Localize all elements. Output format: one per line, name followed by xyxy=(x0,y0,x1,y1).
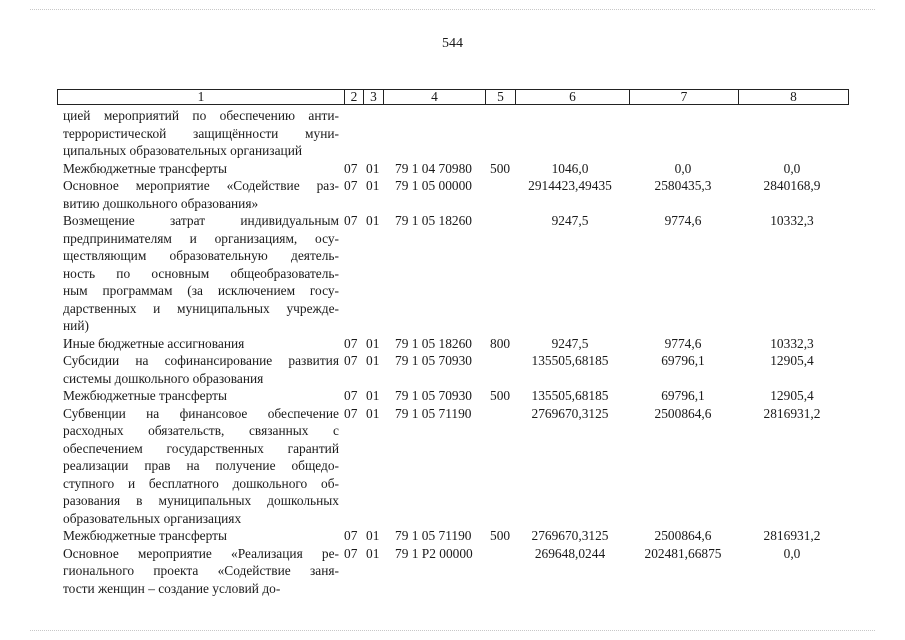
row-description xyxy=(63,177,339,212)
row-description xyxy=(63,335,339,353)
table-row xyxy=(0,177,905,212)
section-code: 07 xyxy=(344,213,358,228)
description-line: Субсидии на софинансирование развития xyxy=(63,353,339,368)
table-row xyxy=(0,107,905,160)
amount-col-7: 2500864,6 xyxy=(654,528,712,543)
table-row xyxy=(0,352,905,387)
amount-col-7: 2500864,6 xyxy=(654,405,712,421)
row-description xyxy=(63,212,339,335)
description-line: дарственных и муниципальных учрежде- xyxy=(63,300,339,316)
amount-col-7: 2580435,3 xyxy=(654,178,712,193)
section-code: 07 xyxy=(344,353,358,368)
description-line: обеспечением государственных гарантий xyxy=(63,440,339,456)
row-description xyxy=(63,545,339,598)
header-col-6: 6 xyxy=(569,89,576,104)
section-code: 07 xyxy=(344,335,358,351)
amount-col-7: 9774,6 xyxy=(664,213,702,228)
description-line: Иные бюджетные ассигнования xyxy=(63,335,245,351)
description-line: системы дошкольного образования xyxy=(63,370,264,386)
amount-col-7: 69796,1 xyxy=(661,353,705,368)
amount-col-8: 12905,4 xyxy=(770,388,814,403)
table-row xyxy=(0,527,905,545)
row-description xyxy=(63,352,339,387)
description-line: Межбюджетные трансферты xyxy=(63,160,227,176)
description-line: Межбюджетные трансферты xyxy=(63,388,227,403)
scan-edge-top xyxy=(30,9,875,11)
description-line: Основное мероприятие «Реализация ре- xyxy=(63,545,339,561)
amount-col-6: 1046,0 xyxy=(551,160,589,176)
header-col-5: 5 xyxy=(497,89,504,104)
description-line: Межбюджетные трансферты xyxy=(63,528,227,543)
subsection-code: 01 xyxy=(366,160,380,176)
scan-edge-bottom xyxy=(30,630,875,632)
section-code: 07 xyxy=(344,528,358,543)
amount-col-8: 0,0 xyxy=(783,160,801,176)
header-col-3: 3 xyxy=(370,89,377,104)
description-line: предпринимателям и организациям, осу- xyxy=(63,230,339,246)
target-article-code: 79 1 05 70930 xyxy=(395,388,472,403)
description-line: Субвенции на финансовое обеспечение xyxy=(63,405,339,421)
amount-col-6: 135505,68185 xyxy=(531,388,609,403)
subsection-code: 01 xyxy=(366,353,380,368)
amount-col-8: 2816931,2 xyxy=(763,405,821,421)
description-line: ществляющим образовательную деятель- xyxy=(63,248,339,263)
header-col-7: 7 xyxy=(680,89,688,104)
amount-col-8: 2816931,2 xyxy=(763,528,821,543)
row-description xyxy=(63,160,339,178)
amount-col-8: 0,0 xyxy=(783,545,801,561)
amount-col-6: 2769670,3125 xyxy=(531,528,609,543)
amount-col-6: 269648,0244 xyxy=(534,545,606,561)
description-line: Возмещение затрат индивидуальным xyxy=(63,213,339,228)
expense-type-code: 500 xyxy=(490,388,511,403)
table-row xyxy=(0,545,905,598)
table-row xyxy=(0,335,905,353)
description-line: ность по основным общеобразователь- xyxy=(63,265,339,281)
description-line: террористической защищённости муни- xyxy=(63,125,339,141)
amount-col-6: 9247,5 xyxy=(551,335,589,351)
amount-col-6: 9247,5 xyxy=(551,213,589,228)
description-line: разования в муниципальных дошкольных xyxy=(63,493,339,508)
description-line: расходных обязательств, связанных с xyxy=(63,423,339,438)
amount-col-6: 2914423,49435 xyxy=(528,178,612,193)
description-line: ципальных образовательных организаций xyxy=(63,143,303,158)
header-col-8: 8 xyxy=(790,89,797,104)
target-article-code: 79 1 05 18260 xyxy=(395,335,472,351)
description-line: ным программам (за исключением госу- xyxy=(63,283,339,298)
subsection-code: 01 xyxy=(366,335,380,351)
table-row xyxy=(0,387,905,405)
target-article-code: 79 1 05 71190 xyxy=(395,528,472,543)
header-col-2: 2 xyxy=(350,89,358,104)
description-line: тости женщин – создание условий до- xyxy=(63,580,281,596)
target-article-code: 79 1 05 70930 xyxy=(395,353,472,368)
description-line: ступного и бесплатного дошкольного об- xyxy=(63,475,339,491)
subsection-code: 01 xyxy=(366,213,380,228)
row-description xyxy=(63,405,339,528)
page-number: 544 xyxy=(442,36,463,51)
header-col-1: 1 xyxy=(197,89,205,104)
description-line: гионального проекта «Содействие заня- xyxy=(63,563,339,578)
amount-col-8: 2840168,9 xyxy=(763,178,821,193)
subsection-code: 01 xyxy=(366,388,380,403)
expense-type-code: 500 xyxy=(490,160,511,176)
section-code: 07 xyxy=(344,178,358,193)
amount-col-8: 10332,3 xyxy=(770,335,814,351)
section-code: 07 xyxy=(344,388,358,403)
description-line: Основное мероприятие «Содействие раз- xyxy=(63,178,339,193)
expense-type-code: 800 xyxy=(490,335,511,351)
amount-col-6: 135505,68185 xyxy=(531,353,609,368)
description-line: ний) xyxy=(63,318,89,333)
target-article-code: 79 1 05 18260 xyxy=(395,213,472,228)
description-line: реализации прав на получение общедо- xyxy=(63,458,339,473)
subsection-code: 01 xyxy=(366,528,380,543)
target-article-code: 79 1 05 71190 xyxy=(395,405,472,421)
subsection-code: 01 xyxy=(366,545,380,561)
row-description xyxy=(63,527,339,545)
amount-col-7: 202481,66875 xyxy=(644,545,722,561)
target-article-code: 79 1 P2 00000 xyxy=(395,545,473,561)
table-row xyxy=(0,212,905,335)
table-header-row xyxy=(57,89,849,105)
section-code: 07 xyxy=(344,160,358,176)
section-code: 07 xyxy=(344,545,358,561)
amount-col-6: 2769670,3125 xyxy=(531,405,609,421)
description-line: витию дошкольного образования» xyxy=(63,195,259,211)
target-article-code: 79 1 05 00000 xyxy=(395,178,472,193)
row-description xyxy=(63,387,339,405)
header-col-4: 4 xyxy=(431,89,438,104)
amount-col-8: 10332,3 xyxy=(770,213,814,228)
amount-col-7: 9774,6 xyxy=(664,335,702,351)
target-article-code: 79 1 04 70980 xyxy=(395,160,472,176)
subsection-code: 01 xyxy=(366,405,380,421)
amount-col-7: 69796,1 xyxy=(661,388,705,403)
amount-col-7: 0,0 xyxy=(674,160,692,176)
table-row xyxy=(0,405,905,528)
row-description xyxy=(63,107,339,160)
description-line: цией мероприятий по обеспечению анти- xyxy=(63,108,339,123)
description-line: образовательных организациях xyxy=(63,510,242,526)
table-row xyxy=(0,160,905,178)
subsection-code: 01 xyxy=(366,178,380,193)
section-code: 07 xyxy=(344,405,358,421)
expense-type-code: 500 xyxy=(490,528,511,543)
amount-col-8: 12905,4 xyxy=(770,353,814,368)
